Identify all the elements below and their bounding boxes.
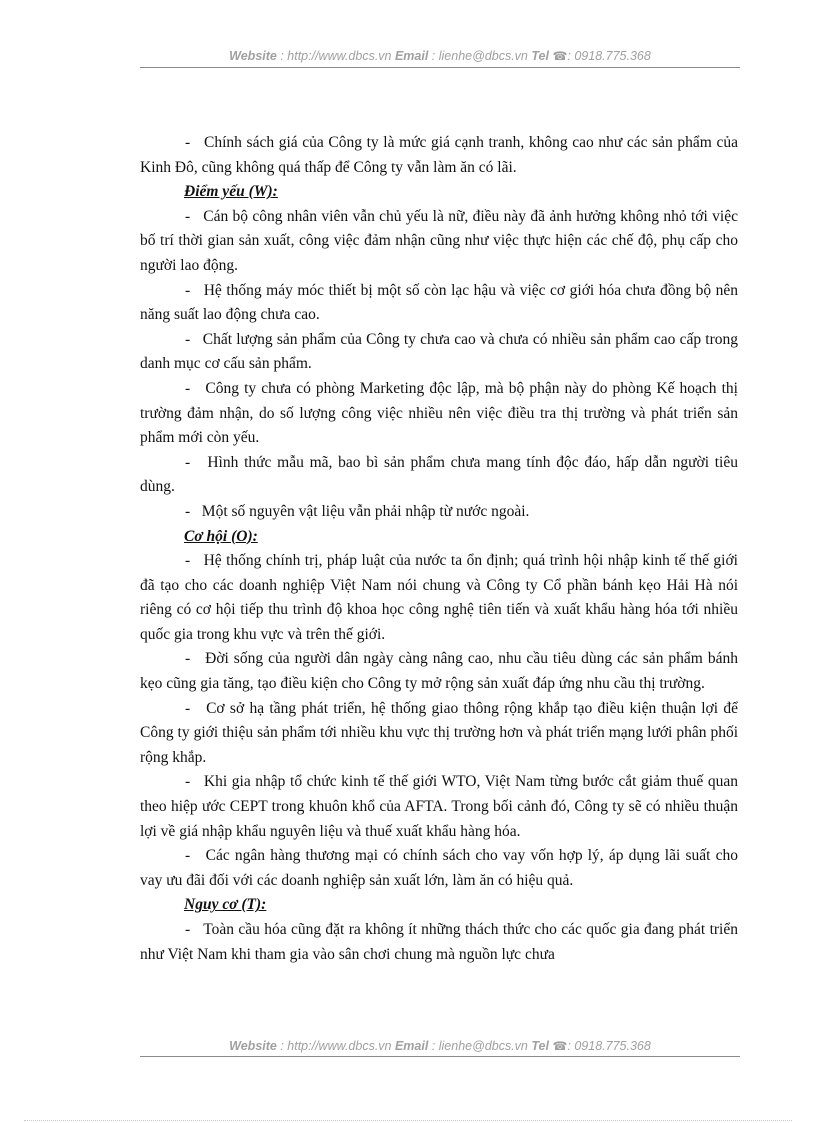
header-website-label: Website xyxy=(229,49,277,63)
header-rule xyxy=(140,67,740,68)
opportunity-item: - Hệ thống chính trị, pháp luật của nước ta ổn định; quá trình hội nhập kinh tế thế giới đã tạo cho các doanh nghiệp Việt Nam nói chung và Công ty Cổ phần bánh kẹo Hải Hà nói riêng có cơ hội tiếp thu trình độ khoa học công nghệ tiên tiến và xuất khẩu hàng hóa tới nhiều quốc gia trong khu vực và trên thế giới. xyxy=(140,552,738,643)
heading-opportunities: Cơ hội (O): xyxy=(184,527,258,545)
footer-email-value: : lienhe@dbcs.vn xyxy=(428,1039,532,1053)
footer-email-label: Email xyxy=(394,1039,429,1053)
weakness-item: - Một số nguyên vật liệu vẫn phải nhập từ nước ngoài. xyxy=(185,502,530,520)
threat-item: - Toàn cầu hóa cũng đặt ra không ít những thách thức cho các quốc gia đang phát triển như Việt Nam khi tham gia vào sân chơi chung mà nguồn lực chưa xyxy=(140,921,738,963)
paragraph-price-policy: - Chính sách giá của Công ty là mức giá cạnh tranh, không cao như các sản phẩm của Kinh Đô, cũng không quá thấp để Công ty vẫn làm ăn có lãi. xyxy=(140,134,738,176)
header-email-label: Email xyxy=(394,49,429,63)
weakness-item: - Công ty chưa có phòng Marketing độc lập, mà bộ phận này do phòng Kế hoạch thị trường đảm nhận, do số lượng công việc nhiều nên việc điều tra thị trường và phát triển sản phẩm mới còn yếu. xyxy=(140,379,738,447)
opportunity-item: - Các ngân hàng thương mại có chính sách cho vay vốn hợp lý, áp dụng lãi suất cho vay ưu đãi đối với các doanh nghiệp sản xuất lớn, làm ăn có hiệu quả. xyxy=(140,847,738,889)
opportunity-item: - Cơ sở hạ tầng phát triển, hệ thống giao thông rộng khắp tạo điều kiện thuận lợi để Công ty giới thiệu sản phẩm tới nhiều khu vực thị trường hơn và phát triển mạng lưới phân phối rộng khắp. xyxy=(140,699,738,766)
page-footer xyxy=(140,1039,740,1053)
opportunity-item: - Khi gia nhập tổ chức kinh tế thế giới WTO, Việt Nam từng bước cắt giảm thuế quan theo hiệp ước CEPT trong khuôn khổ của AFTA. Trong bối cảnh đó, Công ty sẽ có nhiều thuận lợi về giá nhập khẩu nguyên liệu và thuế xuất khẩu hàng hóa. xyxy=(140,773,738,840)
page-header xyxy=(140,49,740,63)
footer-website-value: : http://www.dbcs.vn xyxy=(276,1039,395,1053)
phone-icon: ☎ xyxy=(552,49,568,63)
document-body xyxy=(140,131,738,967)
heading-threats: Nguy cơ (T): xyxy=(184,896,267,914)
page-bottom-border xyxy=(24,1120,792,1121)
weakness-item: - Hình thức mẫu mã, bao bì sản phẩm chưa mang tính độc đáo, hấp dẫn người tiêu dùng. xyxy=(140,453,738,496)
footer-rule xyxy=(140,1056,740,1057)
footer-tel-label: Tel xyxy=(531,1039,549,1053)
heading-weaknesses: Điểm yếu (W): xyxy=(184,183,278,201)
header-website-value: : http://www.dbcs.vn xyxy=(276,49,395,63)
phone-icon: ☎ xyxy=(552,1039,568,1053)
header-email-value: : lienhe@dbcs.vn xyxy=(428,49,532,63)
opportunity-item: - Đời sống của người dân ngày càng nâng cao, nhu cầu tiêu dùng các sản phẩm bánh kẹo cũng gia tăng, tạo điều kiện cho Công ty mở rộng sản xuất đáp ứng nhu cầu thị trường. xyxy=(140,650,738,693)
header-tel-value: : 0918.775.368 xyxy=(567,49,651,63)
weakness-item: - Cán bộ công nhân viên vẫn chủ yếu là nữ, điều này đã ảnh hưởng không nhỏ tới việc bố trí thời gian sản xuất, công việc đảm nhận cũng như việc thực hiện các chế độ, phụ cấp cho người lao động. xyxy=(140,207,738,274)
footer-website-label: Website xyxy=(229,1039,277,1053)
weakness-item: - Chất lượng sản phẩm của Công ty chưa cao và chưa có nhiều sản phẩm cao cấp trong danh mục cơ cấu sản phẩm. xyxy=(140,330,738,373)
footer-tel-value: : 0918.775.368 xyxy=(567,1039,651,1053)
header-tel-label: Tel xyxy=(531,49,549,63)
weakness-item: - Hệ thống máy móc thiết bị một số còn lạc hậu và việc cơ giới hóa chưa đồng bộ nên năng suất lao động chưa cao. xyxy=(140,281,738,324)
